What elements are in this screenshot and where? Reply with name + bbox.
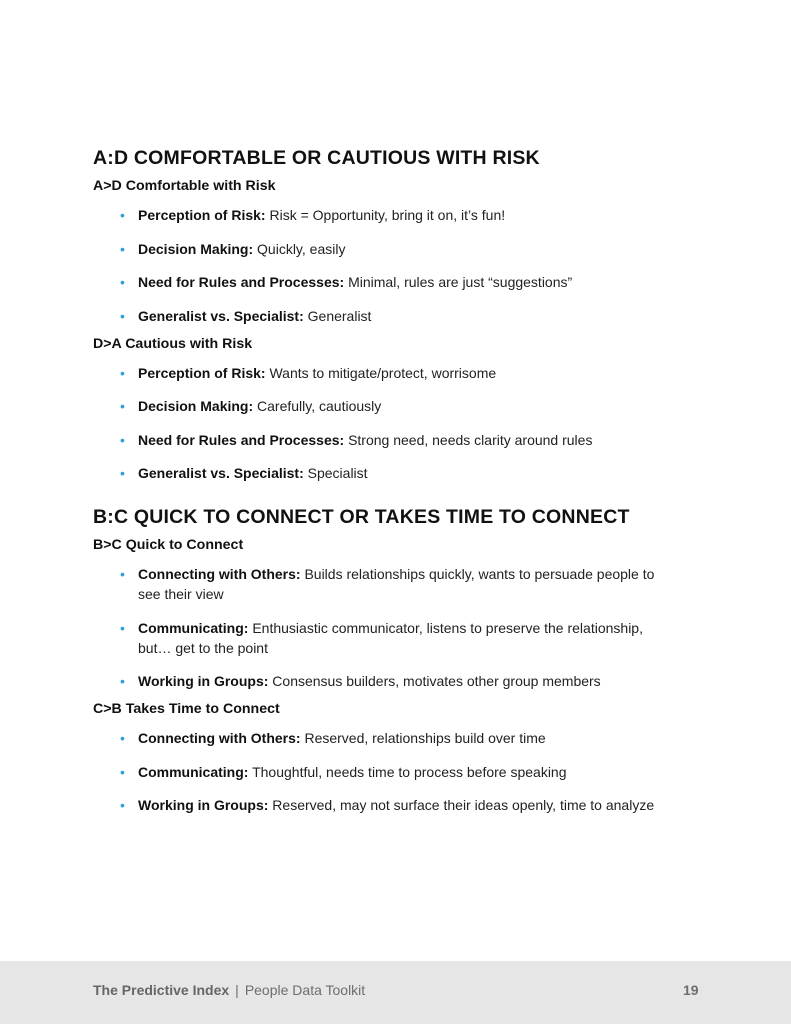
item-text: Thoughtful, needs time to process before speaking bbox=[248, 763, 567, 780]
page-number: 19 bbox=[683, 982, 699, 998]
item-label: Connecting with Others: bbox=[138, 566, 301, 582]
list-item bbox=[120, 795, 658, 815]
subsection-title: B>C Quick to Connect bbox=[93, 537, 244, 553]
item-text: Wants to mitigate/protect, worrisome bbox=[265, 364, 497, 381]
item-text: Quickly, easily bbox=[253, 240, 346, 257]
bullet-icon: • bbox=[120, 566, 125, 582]
bullet-icon: • bbox=[120, 431, 125, 448]
list-item bbox=[120, 239, 658, 259]
list-item bbox=[120, 728, 658, 748]
list-item bbox=[120, 205, 658, 225]
list-item bbox=[120, 363, 658, 383]
bullet-icon: • bbox=[120, 730, 125, 746]
item-label: Need for Rules and Processes: bbox=[138, 274, 345, 290]
bullet-list bbox=[93, 205, 713, 326]
item-text: Minimal, rules are just “suggestions” bbox=[344, 274, 573, 290]
bullet-icon: • bbox=[120, 619, 125, 636]
bullet-list bbox=[93, 363, 713, 484]
bullet-icon: • bbox=[120, 763, 125, 780]
bullet-icon: • bbox=[120, 240, 125, 257]
bullet-icon: • bbox=[120, 307, 125, 324]
item-label: Need for Rules and Processes: bbox=[138, 431, 345, 448]
item-text: Enthusiastic communicator, listens to preserve the relationship, but… get to the point bbox=[138, 619, 643, 656]
item-text: Reserved, relationships build over time bbox=[300, 730, 546, 746]
bullet-icon: • bbox=[120, 797, 125, 813]
subsection-title: A>D Comfortable with Risk bbox=[93, 178, 276, 194]
item-text: Risk = Opportunity, bring it on, it’s fun! bbox=[265, 207, 506, 223]
item-label: Working in Groups: bbox=[138, 673, 269, 689]
item-label: Decision Making: bbox=[138, 240, 254, 257]
list-item bbox=[120, 671, 658, 691]
bullet-icon: • bbox=[120, 207, 125, 223]
item-label: Decision Making: bbox=[138, 398, 254, 414]
page-content bbox=[93, 146, 713, 815]
bullet-icon: • bbox=[120, 398, 125, 414]
bullet-list bbox=[93, 564, 713, 691]
item-label: Connecting with Others: bbox=[138, 730, 301, 746]
bullet-icon: • bbox=[120, 274, 125, 290]
list-item bbox=[120, 564, 658, 604]
footer-title bbox=[93, 982, 365, 998]
item-label: Perception of Risk: bbox=[138, 207, 266, 223]
item-label: Perception of Risk: bbox=[138, 364, 266, 381]
footer-separator: | bbox=[235, 982, 239, 998]
section-title: B:C QUICK TO CONNECT OR TAKES TIME TO CONNECT bbox=[93, 506, 630, 528]
subsection-title: C>B Takes Time to Connect bbox=[93, 701, 280, 717]
item-label: Generalist vs. Specialist: bbox=[138, 307, 304, 324]
section-connect bbox=[93, 505, 713, 815]
item-label: Communicating: bbox=[138, 619, 249, 636]
list-item bbox=[120, 618, 658, 658]
footer-doc-title: People Data Toolkit bbox=[244, 982, 366, 998]
item-label: Generalist vs. Specialist: bbox=[138, 465, 304, 481]
list-item bbox=[120, 762, 658, 782]
bullet-list bbox=[93, 728, 713, 815]
bullet-icon: • bbox=[120, 465, 125, 481]
item-text: Generalist bbox=[303, 307, 372, 324]
page-footer bbox=[0, 961, 791, 1024]
item-label: Working in Groups: bbox=[138, 797, 269, 813]
footer-brand: The Predictive Index bbox=[93, 982, 230, 998]
item-text: Builds relationships quickly, wants to persuade people to see their view bbox=[138, 566, 655, 602]
list-item bbox=[120, 396, 658, 416]
item-text: Reserved, may not surface their ideas openly, time to analyze bbox=[268, 797, 655, 813]
list-item bbox=[120, 272, 658, 292]
subsection-title: D>A Cautious with Risk bbox=[93, 335, 253, 352]
list-item bbox=[120, 430, 658, 450]
item-label: Communicating: bbox=[138, 763, 249, 780]
section-title: A:D COMFORTABLE OR CAUTIOUS WITH RISK bbox=[93, 147, 540, 169]
item-text: Strong need, needs clarity around rules bbox=[344, 431, 593, 448]
list-item bbox=[120, 306, 658, 326]
list-item bbox=[120, 463, 658, 483]
item-text: Carefully, cautiously bbox=[253, 398, 382, 414]
section-risk bbox=[93, 146, 713, 483]
item-text: Specialist bbox=[303, 465, 368, 481]
bullet-icon: • bbox=[120, 673, 125, 689]
item-text: Consensus builders, motivates other group members bbox=[268, 673, 601, 689]
bullet-icon: • bbox=[120, 364, 125, 381]
